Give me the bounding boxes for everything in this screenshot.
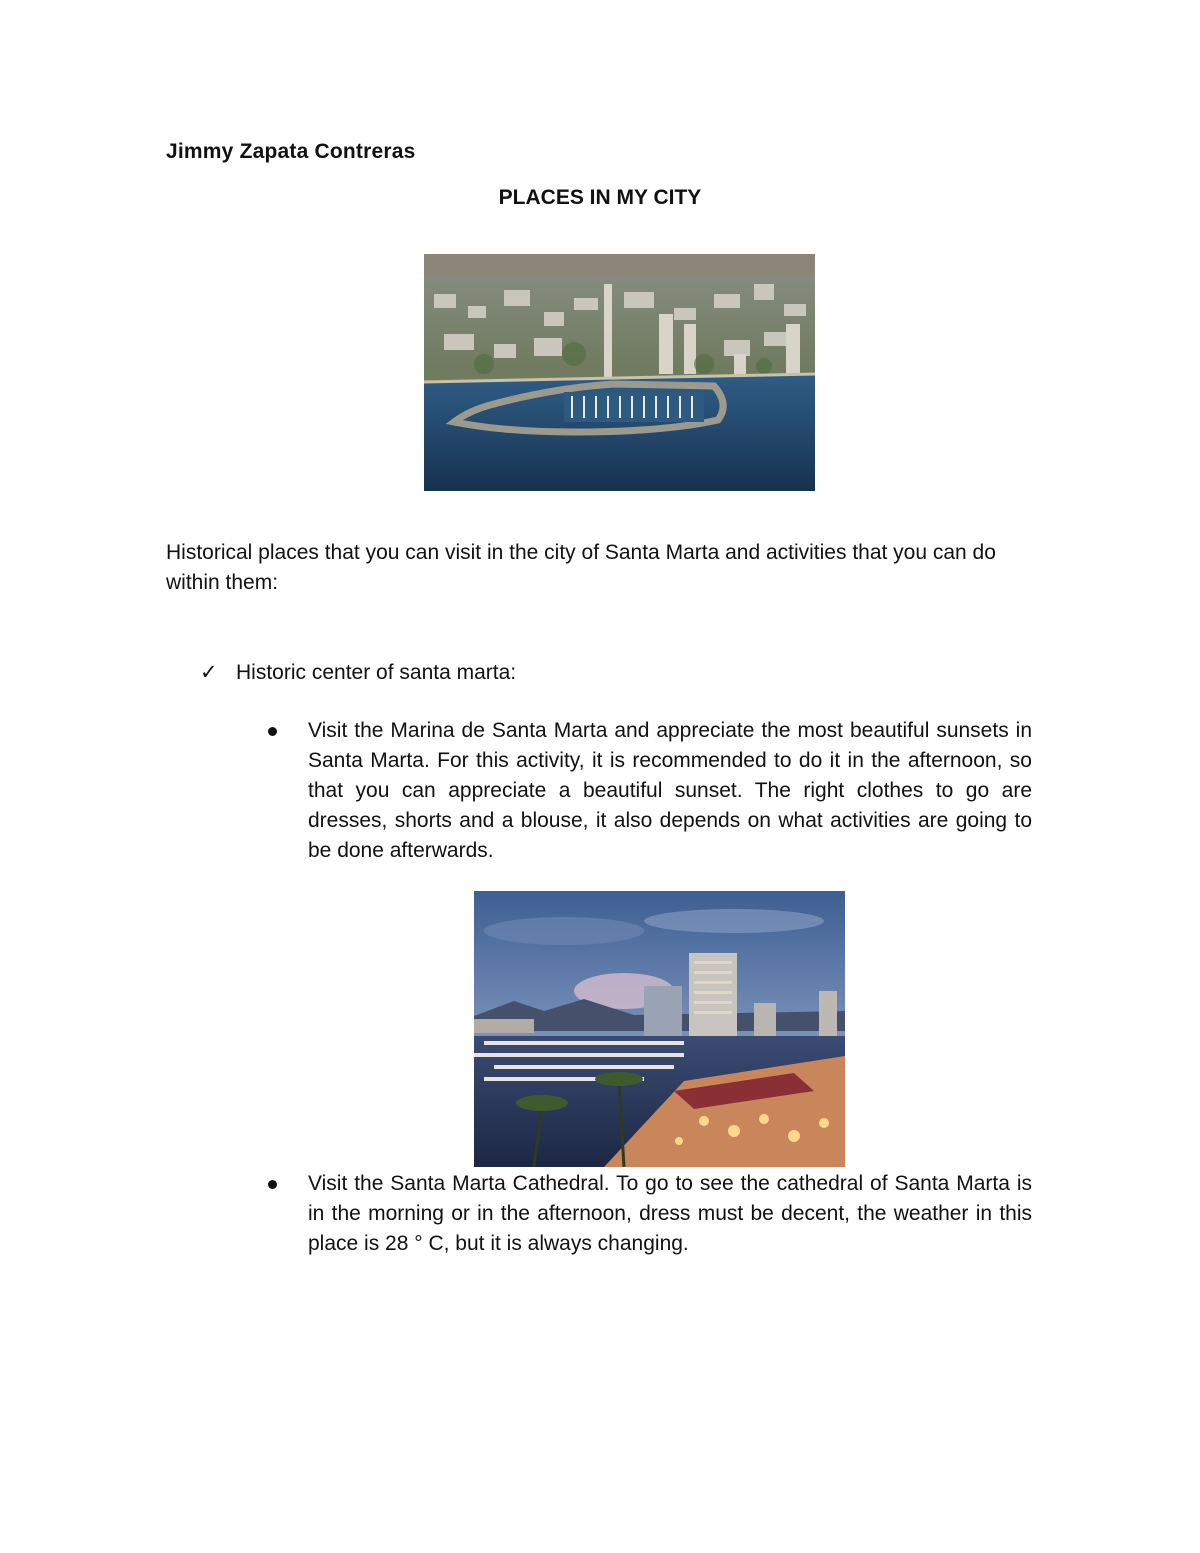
author-name: Jimmy Zapata Contreras <box>166 140 416 163</box>
intro-paragraph: Historical places that you can visit in the city of Santa Marta and activities that you can do within them: <box>166 541 996 594</box>
list-item-text: Visit the Marina de Santa Marta and appreciate the most beautiful sunsets in Santa Marta. For this activity, it is recommended to do it in the afternoon, so that you can appreciate a beautiful sunset. The right clothes to go are dresses, shorts and a blouse, it also depends on what activities are going to be done afterwards. <box>308 719 1032 862</box>
list-item-text: Visit the Santa Marta Cathedral. To go to see the cathedral of Santa Marta is in the morning or in the afternoon, dress must be decent, the weather in this place is 28 ° C, but it is always changing. <box>308 1172 1032 1255</box>
check-icon: ✓ <box>200 661 218 684</box>
aerial-city-photo <box>424 254 815 491</box>
page-title: PLACES IN MY CITY <box>498 186 702 209</box>
bullet-icon <box>268 1180 277 1189</box>
section-label: Historic center of santa marta: <box>236 661 517 684</box>
marina-dusk-photo <box>474 891 845 1167</box>
list-item <box>268 716 1033 866</box>
list-item <box>268 1169 1033 1259</box>
bullet-icon <box>268 727 277 736</box>
